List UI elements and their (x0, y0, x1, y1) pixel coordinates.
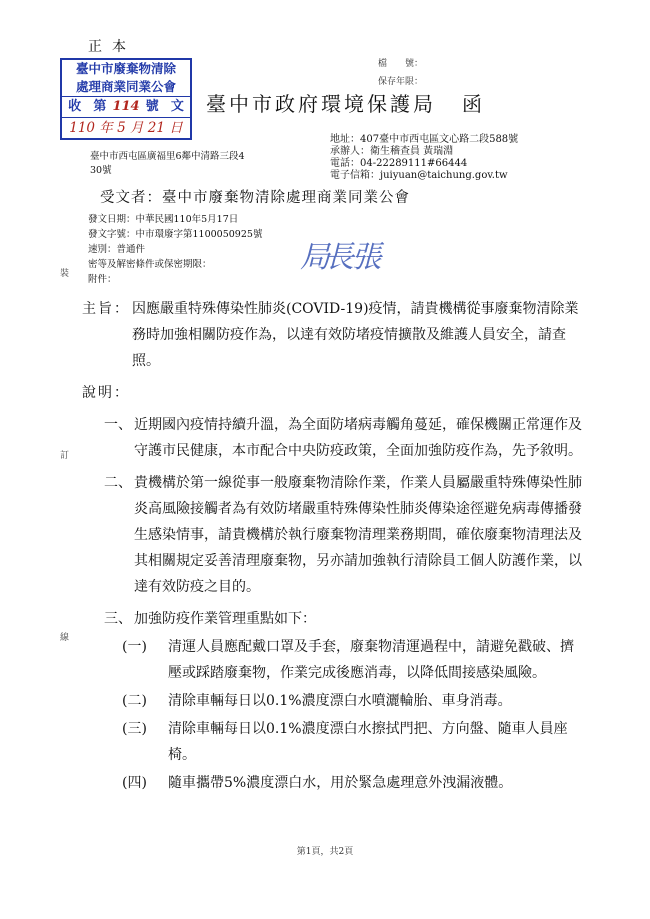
item-text: 近期國內疫情持續升溫，為全面防堵病毒觸角蔓延，確保機關正常運作及守護市民健康，本市配合中央防疫政策，全面加強防疫作為，先予敘明。 (134, 417, 582, 459)
document-title (206, 88, 485, 117)
recipient: 受文者：臺中市廢棄物清除處理商業同業公會 (100, 190, 410, 206)
contact-phone: 電話：04-22289111#66444 (330, 158, 468, 169)
sub-item-number: (二) (122, 693, 147, 709)
copy-label: 正本 (88, 39, 136, 55)
item-number: 二、 (104, 475, 132, 491)
binding-mark-xian: 線 (60, 633, 70, 643)
stamp-org-line1: 臺中市廢棄物清除 (75, 61, 176, 76)
sub-item (122, 688, 582, 714)
receipt-stamp (60, 58, 192, 140)
sub-item (122, 634, 582, 686)
archive-info (378, 55, 423, 91)
recipient-address (90, 150, 290, 178)
list-item (82, 470, 582, 600)
binding-mark-zhuang: 裝 (60, 269, 70, 279)
item-number: 三、 (104, 611, 132, 627)
secrecy: 密等及解密條件或保密期限： (88, 259, 212, 270)
sub-item-number: (三) (122, 721, 147, 737)
item-number: 一、 (104, 417, 132, 433)
sub-item (122, 770, 582, 796)
binding-mark-ding: 訂 (60, 451, 70, 461)
stamp-di: 第 (93, 99, 107, 114)
contact-handler: 承辦人：衛生稽查員 黃瑞淵 (330, 146, 454, 157)
official-seal-signature: 局長 張 (300, 240, 376, 275)
retention-label: 保存年限： (378, 77, 424, 87)
recipient-address-line2: 30號 (90, 165, 112, 176)
stamp-org-line2: 處理商業同業公會 (75, 79, 176, 94)
stamp-date: 110 年 5 月 21 日 (62, 117, 190, 138)
list-item (82, 606, 582, 632)
contact-address: 地址：407臺中市西屯區文心路二段588號 (330, 134, 519, 145)
issue-date: 發文日期：中華民國110年5月17日 (88, 214, 239, 225)
archive-number-label: 檔 號： (378, 59, 424, 69)
page-number: 第1頁，共2頁 (296, 847, 354, 857)
explanation-label: 說明： (82, 385, 130, 401)
stamp-number: 114 (112, 99, 140, 114)
sub-item-text: 隨車攜帶5%濃度漂白水，用於緊急處理意外洩漏液體。 (168, 775, 513, 791)
item-text: 加強防疫作業管理重點如下： (134, 611, 316, 627)
doc-type: 函 (462, 92, 485, 116)
recipient-address-line1: 臺中市西屯區廣福里6鄰中清路三段4 (90, 151, 245, 162)
subject-label: 主旨： (82, 301, 130, 317)
subject (82, 296, 582, 374)
document-meta (88, 212, 262, 287)
attachment: 附件： (88, 274, 117, 285)
item-text: 貴機構於第一線從事一般廢棄物清除作業，作業人員屬嚴重特殊傳染性肺炎高風險接觸者為有效防堵嚴重特殊傳染性肺炎傳染途徑避免病毒傳播發生感染情事，請貴機構於執行廢棄物清理業務期間，確依廢棄物清理法及其相關規定妥善清理廢棄物，另亦請加強執行清除員工個人防護作業，以達有效防疫之目的。 (134, 475, 582, 595)
stamp-hao: 號 (145, 99, 159, 114)
stamp-wen: 文 (170, 99, 184, 114)
sub-item-text: 清運人員應配戴口罩及手套，廢棄物清運過程中，請避免戳破、擠壓或踩踏廢棄物，作業完成後應消毒，以降低間接感染風險。 (168, 639, 574, 681)
contact-block (330, 134, 518, 182)
agency-name: 臺中市政府環境保護局 (206, 92, 436, 116)
stamp-recv: 收 (68, 99, 82, 114)
sub-item-text: 清除車輛每日以0.1%濃度漂白水擦拭門把、方向盤、隨車人員座椅。 (168, 721, 568, 763)
issue-number: 發文字號：中市環廢字第1100050925號 (88, 229, 263, 240)
list-item (82, 412, 582, 464)
sub-item-number: (一) (122, 639, 147, 655)
sub-item-text: 清除車輛每日以0.1%濃度漂白水噴灑輪胎、車身消毒。 (168, 693, 512, 709)
contact-email: 電子信箱：juiyuan@taichung.gov.tw (330, 170, 508, 181)
stamp-number-row (62, 96, 190, 117)
sub-item (122, 716, 582, 768)
speed: 速別：普通件 (88, 244, 146, 255)
sub-item-number: (四) (122, 775, 147, 791)
document-body (82, 296, 582, 796)
subject-text: 因應嚴重特殊傳染性肺炎(COVID-19)疫情，請貴機構從事廢棄物清除業務時加強相關防疫作為，以達有效防堵疫情擴散及維護人員安全，請查照。 (132, 301, 579, 369)
